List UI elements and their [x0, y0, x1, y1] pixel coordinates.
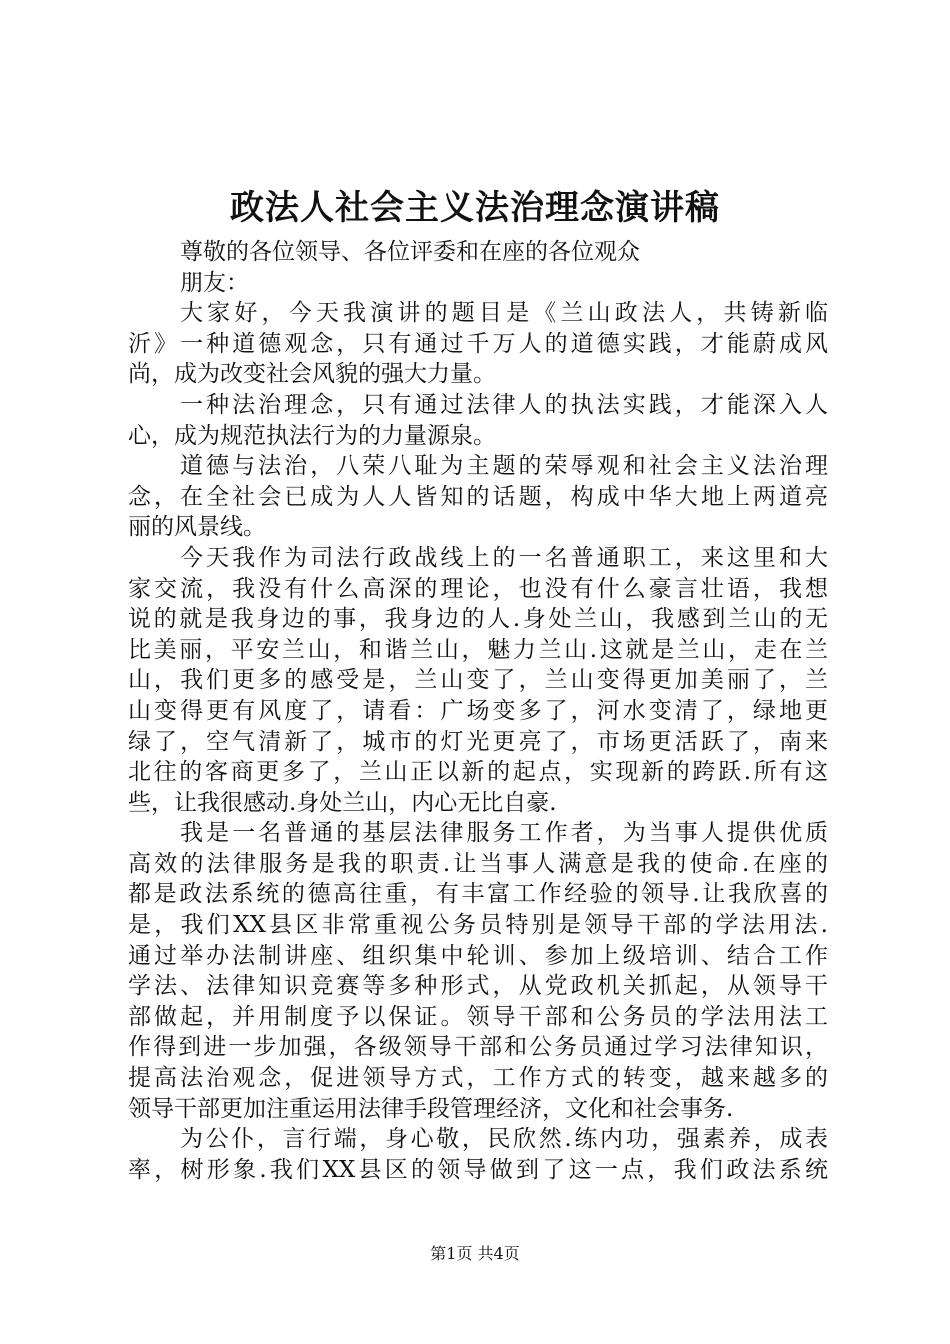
- text-line: 念，在全社会已成为人人皆知的话题，构成中华大地上两道亮: [128, 483, 828, 510]
- text-line: 山，我们更多的感受是，兰山变了，兰山变得更加美丽了，兰: [128, 667, 828, 694]
- text-line: 是，我们XX县区非常重视公务员特别是领导干部的学法用法.: [128, 912, 828, 939]
- text-line: 领导干部更加注重运用法律手段管理经济，文化和社会事务.: [128, 1095, 734, 1122]
- text-line: 家交流，我没有什么高深的理论，也没有什么豪言壮语，我想: [128, 575, 828, 602]
- text-line: 一种法治理念，只有通过法律人的执法实践，才能深入人: [180, 391, 828, 418]
- text-line: 丽的风景线。: [128, 514, 266, 541]
- text-line: 些，让我很感动.身处兰山，内心无比自豪.: [128, 789, 557, 816]
- text-line: 我是一名普通的基层法律服务工作者，为当事人提供优质: [180, 820, 828, 847]
- text-line: 心，成为规范执法行为的力量源泉。: [128, 422, 496, 449]
- text-line: 大家好，今天我演讲的题目是《兰山政法人，共铸新临: [180, 300, 828, 327]
- text-line: 为公仆，言行端，身心敬，民欣然.练内功，强素养，成表: [180, 1126, 828, 1153]
- text-line: 道德与法治，八荣八耻为主题的荣辱观和社会主义法治理: [180, 453, 828, 480]
- document-body: [128, 237, 828, 1185]
- text-line: 率，树形象.我们XX县区的领导做到了这一点，我们政法系统: [128, 1156, 828, 1183]
- text-line: 通过举办法制讲座、组织集中轮训、参加上级培训、结合工作: [128, 942, 828, 969]
- text-line: 说的就是我身边的事，我身边的人.身处兰山，我感到兰山的无: [128, 606, 828, 633]
- text-line: 山变得更有风度了，请看：广场变多了，河水变清了，绿地更: [128, 697, 828, 724]
- text-line: 沂》一种道德观念，只有通过千万人的道德实践，才能蔚成风: [128, 330, 828, 357]
- document-title: 政法人社会主义法治理念演讲稿: [230, 188, 720, 228]
- text-line: 高效的法律服务是我的职责.让当事人满意是我的使命.在座的: [128, 850, 828, 877]
- text-line: 部做起，并用制度予以保证。领导干部和公务员的学法用法工: [128, 1003, 828, 1030]
- page-number: 第1页 共4页: [430, 1244, 520, 1263]
- text-line: 都是政法系统的德高往重，有丰富工作经验的领导.让我欣喜的: [128, 881, 828, 908]
- text-line: 提高法治观念，促进领导方式，工作方式的转变，越来越多的: [128, 1065, 828, 1092]
- text-line: 绿了，空气清新了，城市的灯光更亮了，市场更活跃了，南来: [128, 728, 828, 755]
- text-line: 尚，成为改变社会风貌的强大力量。: [128, 361, 496, 388]
- text-line: 学法、法律知识竞赛等多种形式，从党政机关抓起，从领导干: [128, 973, 828, 1000]
- text-line: 北往的客商更多了，兰山正以新的起点，实现新的跨跃.所有这: [128, 759, 828, 786]
- text-line: 作得到进一步加强，各级领导干部和公务员通过学习法律知识，: [128, 1034, 828, 1061]
- text-line: 今天我作为司法行政战线上的一名普通职工，来这里和大: [180, 544, 828, 571]
- text-line: 比美丽，平安兰山，和谐兰山，魅力兰山.这就是兰山，走在兰: [128, 636, 828, 663]
- text-line: 尊敬的各位领导、各位评委和在座的各位观众: [180, 239, 640, 265]
- text-line: 朋友：: [180, 269, 249, 296]
